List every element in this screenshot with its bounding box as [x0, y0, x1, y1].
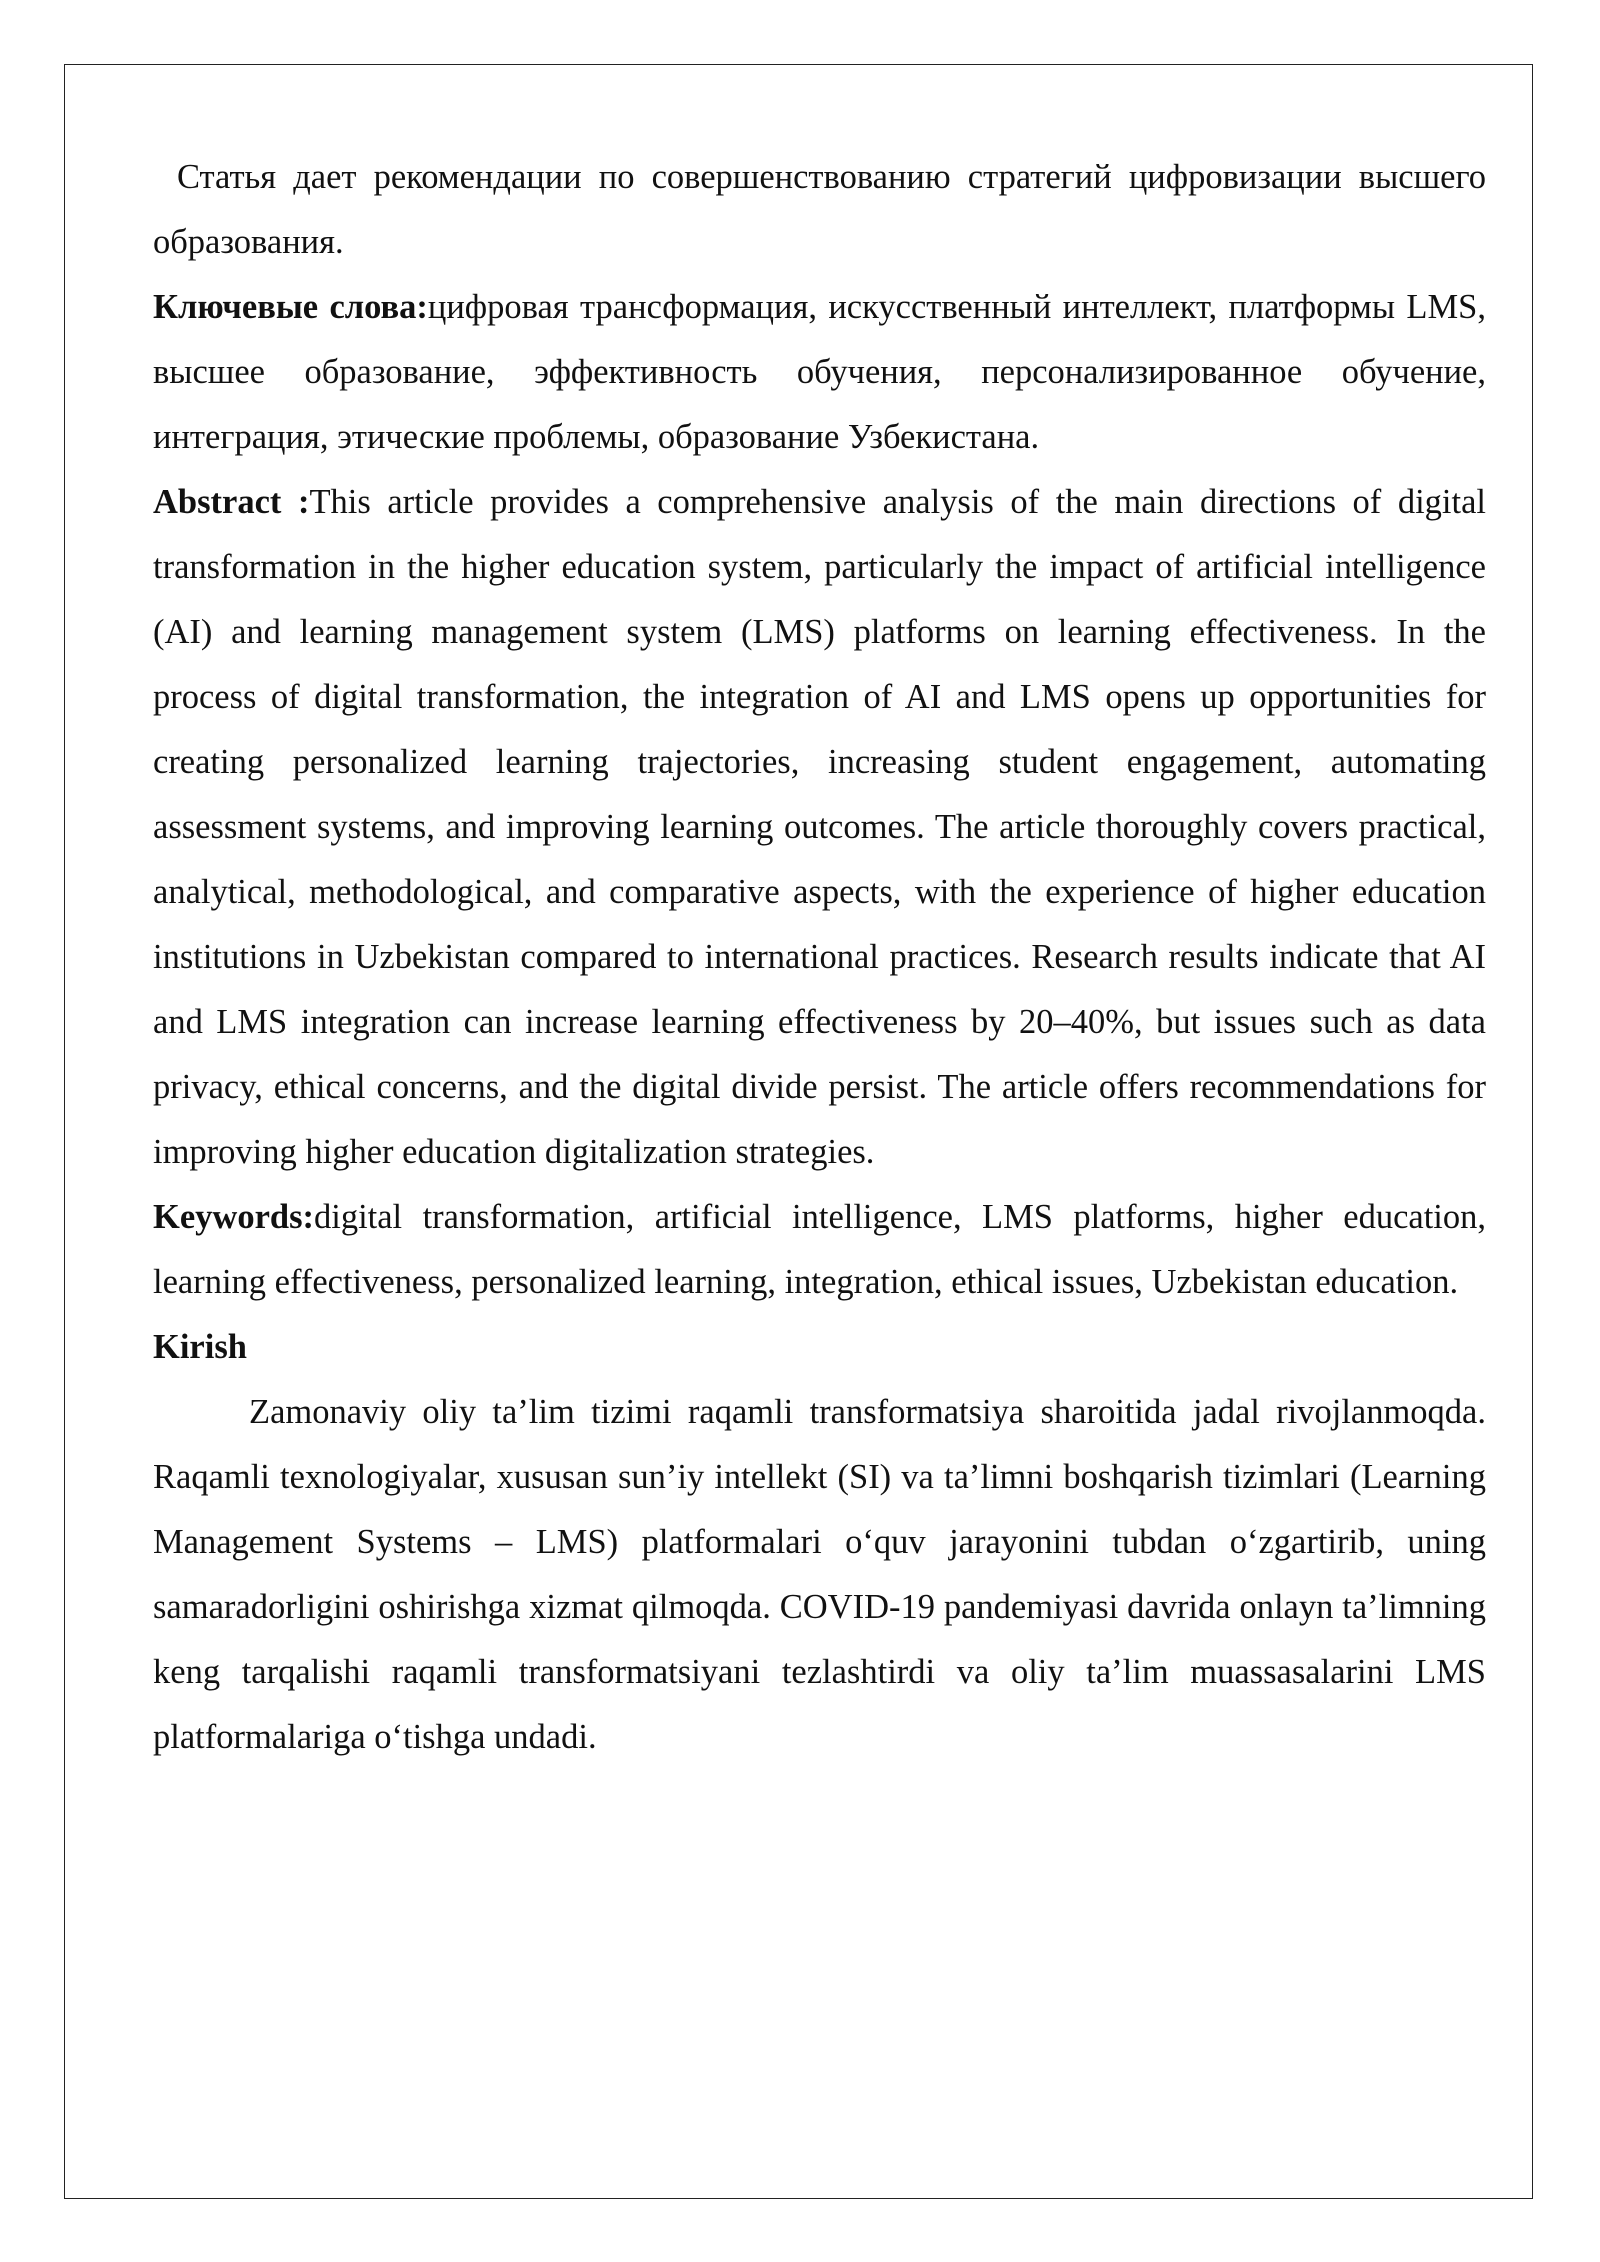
ru-keywords-text: цифровая трансформация, искусственный интеллект, платформы LMS, высшее образование, эффективность обучения, персонализированное обучение, интеграция, этические проблемы, образование Узбекистана. — [153, 288, 1486, 456]
intro-paragraph: Zamonaviy oliy ta’lim tizimi raqamli transformatsiya sharoitida jadal rivojlanmoqda. Raqamli texnologiyalar, xususan sun’iy intellekt (SI) va ta’limni boshqarish tizimlari (Learning Management Systems – LMS) platformalari o‘quv jarayonini tubdan o‘zgartirib, uning samaradorligini oshirishga xizmat qilmoqda. COVID-19 pandemiyasi davrida onlayn ta’limning keng tarqalishi raqamli transformatsiyani tezlashtirdi va oliy ta’lim muassasalarini LMS platformalariga o‘tishga undadi. — [153, 1393, 1486, 1756]
keywords-paragraph — [153, 1185, 1486, 1315]
intro-heading: Kirish — [153, 1328, 247, 1366]
document-body — [153, 145, 1486, 1770]
abstract-text: This article provides a comprehensive analysis of the main directions of digital transformation in the higher education system, particularly the impact of artificial intelligence (AI) and learning management system (LMS) platforms on learning effectiveness. In the process of digital transformation, the integration of AI and LMS opens up opportunities for creating personalized learning trajectories, increasing student engagement, automating assessment systems, and improving learning outcomes. The article thoroughly covers practical, analytical, methodological, and comparative aspects, with the experience of higher education institutions in Uzbekistan compared to international practices. Research results indicate that AI and LMS integration can increase learning effectiveness by 20–40%, but issues such as data privacy, ethical concerns, and the digital divide persist. The article offers recommendations for improving higher education digitalization strategies. — [153, 483, 1487, 1171]
ru-abstract-ending: Статья дает рекомендации по совершенствованию стратегий цифровизации высшего образования. — [153, 158, 1486, 261]
ru-keywords-paragraph — [153, 275, 1486, 470]
abstract-label: Abstract : — [153, 483, 310, 521]
keywords-text: digital transformation, artificial intelligence, LMS platforms, higher education, learning effectiveness, personalized learning, integration, ethical issues, Uzbekistan education. — [153, 1198, 1486, 1301]
abstract-paragraph — [153, 470, 1486, 1185]
keywords-label: Keywords: — [153, 1198, 314, 1236]
ru-keywords-label: Ключевые слова: — [153, 288, 428, 326]
